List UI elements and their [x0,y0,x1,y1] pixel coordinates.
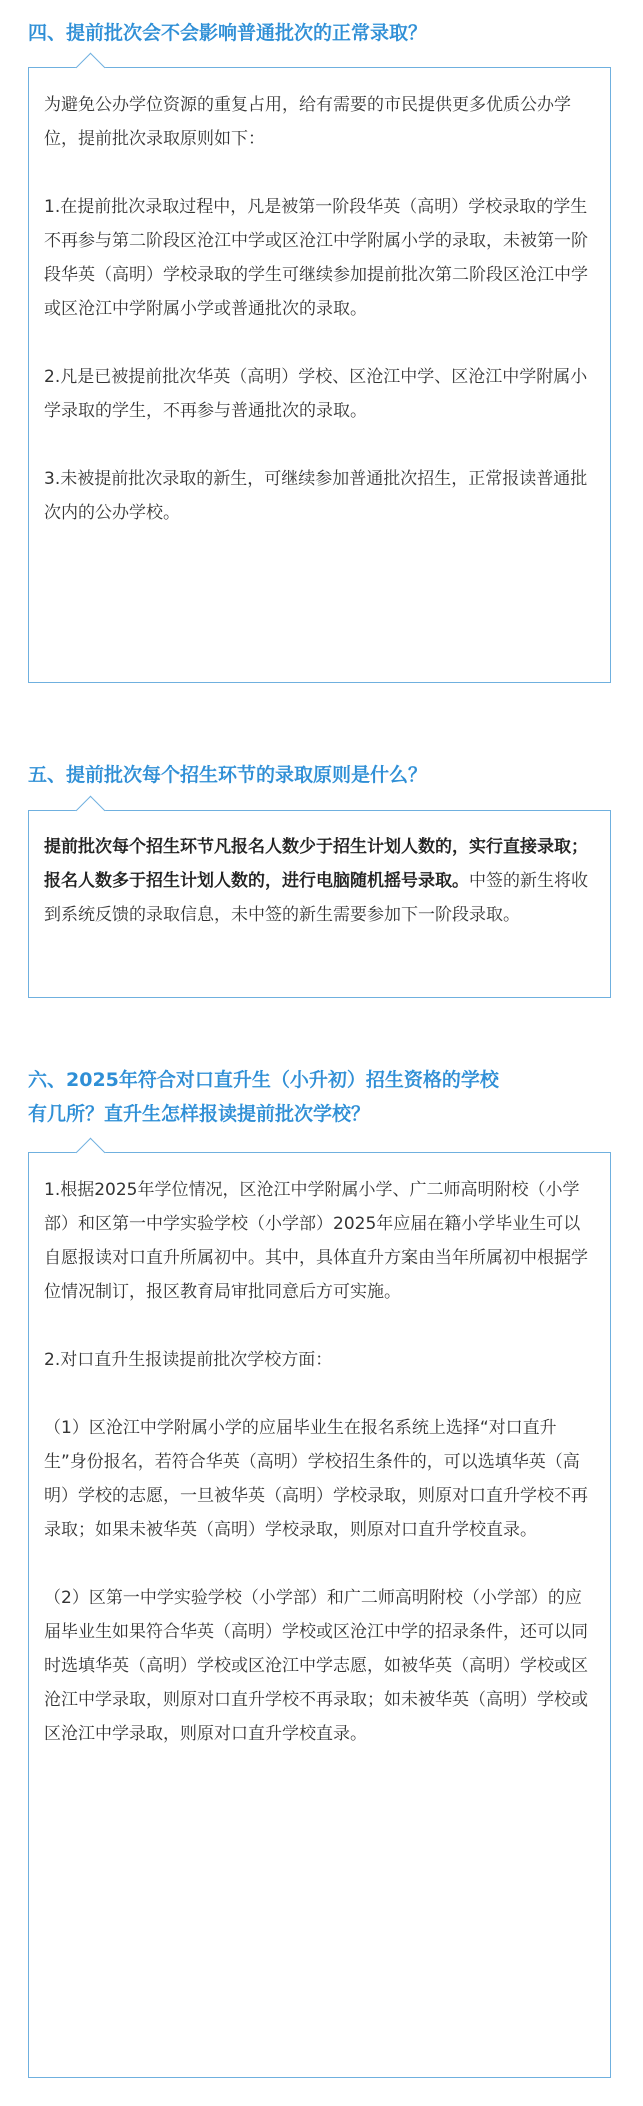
section-4-paragraph-4: 3.未被提前批次录取的新生，可继续参加普通批次招生，正常报读普通批次内的公办学校。 [44,469,588,523]
section-4-title: 四、提前批次会不会影响普通批次的正常录取？ [28,22,428,44]
section-5-title: 五、提前批次每个招生环节的录取原则是什么？ [28,764,428,786]
section-5-paragraph [44,830,594,932]
section-4-paragraph-2: 1.在提前批次录取过程中，凡是被第一阶段华英（高明）学校录取的学生不再参与第二阶段区沧江中学或区沧江中学附属小学的录取，未被第一阶段华英（高明）学校录取的学生可继续参加提前批次第二阶段区沧江中学或区沧江中学附属小学或普通批次的录取。 [44,197,588,319]
section-6-title-line-2: 有几所？直升生怎样报读提前批次学校？ [28,1103,371,1125]
section-5-card [28,810,611,998]
section-6-title-line-1: 六、2025年符合对口直升生（小升初）招生资格的学校 [28,1069,499,1091]
section-6-paragraph-4: （2）区第一中学实验学校（小学部）和广二师高明附校（小学部）的应届毕业生如果符合华英（高明）学校或区沧江中学的招录条件，还可以同时选填华英（高明）学校或区沧江中学志愿，如被华英（高明）学校或区沧江中学录取，则原对口直升学校不再录取；如未被华英（高明）学校或区沧江中学录取，则原对口直升学校直录。 [44,1588,588,1744]
section-6-title [28,1063,618,1131]
section-6-card [28,1152,611,2078]
section-6-paragraph-3: （1）区沧江中学附属小学的应届毕业生在报名系统上选择“对口直升生”身份报名，若符合华英（高明）学校招生条件的，可以选填华英（高明）学校的志愿，一旦被华英（高明）学校录取，则原对口直升学校不再录取；如果未被华英（高明）学校录取，则原对口直升学校直录。 [44,1418,588,1540]
section-4-paragraph-1: 为避免公办学位资源的重复占用，给有需要的市民提供更多优质公办学位，提前批次录取原则如下： [44,95,571,149]
section-4-card [28,67,611,683]
section-5-bold-text: 提前批次每个招生环节凡报名人数少于招生计划人数的，实行直接录取；报名人数多于招生计划人数的，进行电脑随机摇号录取。 [44,837,588,891]
section-6-paragraph-1: 1.根据2025年学位情况，区沧江中学附属小学、广二师高明附校（小学部）和区第一中学实验学校（小学部）2025年应届在籍小学毕业生可以自愿报读对口直升所属初中。其中，具体直升方案由当年所属初中根据学位情况制订，报区教育局审批同意后方可实施。 [44,1180,588,1302]
section-5-normal-text: 中签的新生将收到系统反馈的录取信息，未中签的新生需要参加下一阶段录取。 [44,871,588,925]
section-4-paragraph-3: 2.凡是已被提前批次华英（高明）学校、区沧江中学、区沧江中学附属小学录取的学生，不再参与普通批次的录取。 [44,367,588,421]
section-6-paragraph-2: 2.对口直升生报读提前批次学校方面： [44,1350,333,1370]
